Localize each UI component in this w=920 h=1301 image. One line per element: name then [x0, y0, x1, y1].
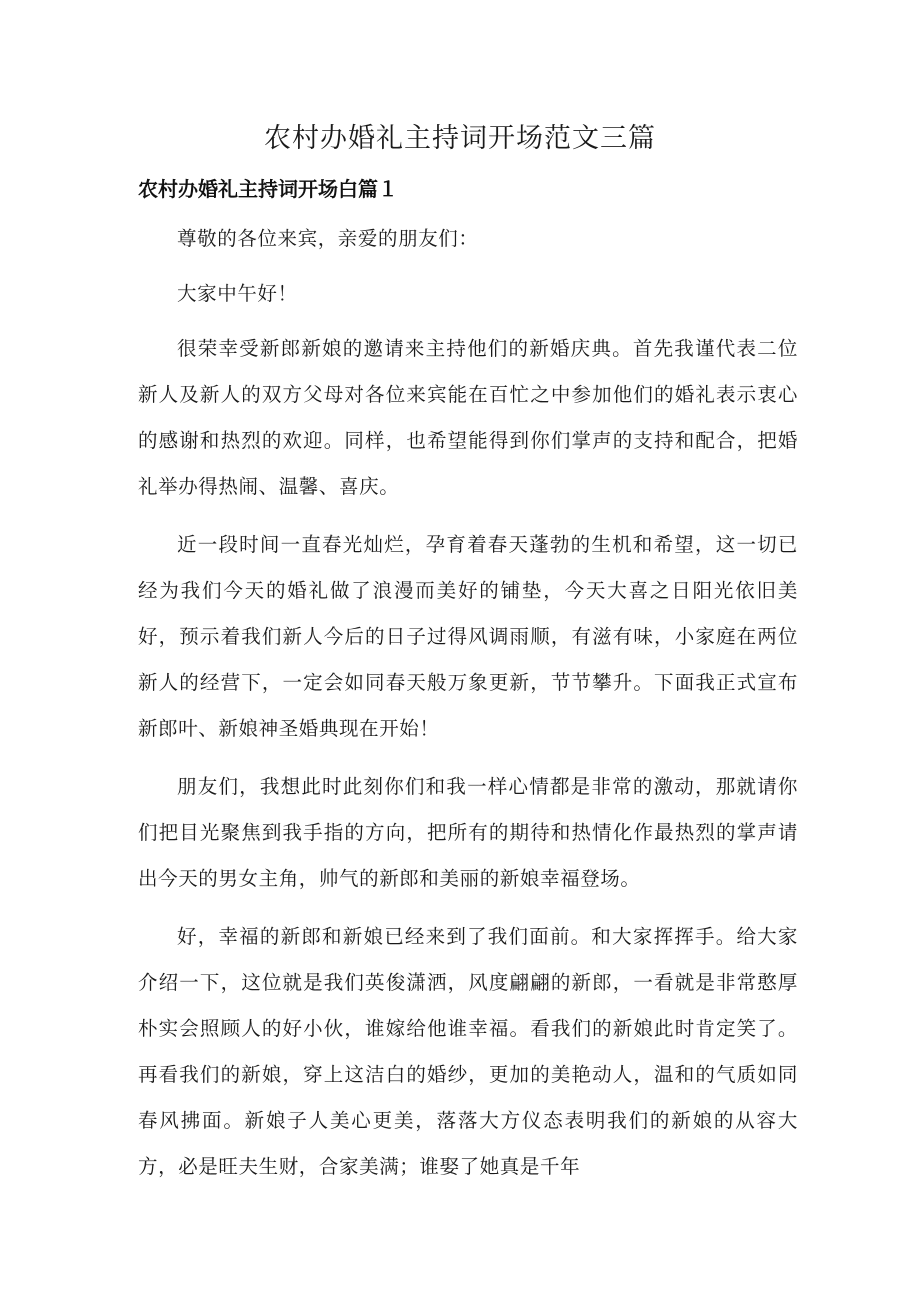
paragraph-good-noon: 大家中午好！ [177, 282, 298, 305]
paragraph-greeting: 尊敬的各位来宾，亲爱的朋友们： [177, 227, 479, 250]
paragraph-thanks: 很荣幸受新郎新娘的邀请来主持他们的新婚庆典。首先我谨代表二位新人及新人的双方父母对各位来宾能在百忙之中参加他们的婚礼表示衷心的感谢和热烈的欢迎。同样，也希望能得到你们掌声的支持和配合，把婚礼举办得热闹、温馨、喜庆。 [138, 337, 798, 498]
document-title: 农村办婚礼主持词开场范文三篇 [264, 123, 656, 154]
paragraph-introduction: 好，幸福的新郎和新娘已经来到了我们面前。和大家挥挥手。给大家介绍一下，这位就是我们英俊潇洒，风度翩翩的新郎，一看就是非常憨厚朴实会照顾人的好小伙，谁嫁给他谁幸福。看我们的新娘此时肯定笑了。再看我们的新娘，穿上这洁白的婚纱，更加的美艳动人，温和的气质如同春风拂面。新娘子人美心更美，落落大方仪态表明我们的新娘的从容大方，必是旺夫生财，合家美满；谁娶了她真是千年 [138, 925, 798, 1178]
paragraph-friends: 朋友们，我想此时此刻你们和我一样心情都是非常的激动，那就请你们把目光聚焦到我手指的方向，把所有的期待和热情化作最热烈的掌声请出今天的男女主角，帅气的新郎和美丽的新娘幸福登场。 [138, 775, 798, 890]
section-heading: 农村办婚礼主持词开场白篇１ [138, 177, 398, 201]
paragraph-spring: 近一段时间一直春光灿烂，孕育着春天蓬勃的生机和希望，这一切已经为我们今天的婚礼做了浪漫而美好的铺垫，今天大喜之日阳光依旧美好，预示着我们新人今后的日子过得风调雨顺，有滋有味，小家庭在两位新人的经营下，一定会如同春天般万象更新，节节攀升。下面我正式宣布新郎叶、新娘神圣婚典现在开始！ [138, 533, 798, 740]
document-body [138, 216, 798, 1202]
